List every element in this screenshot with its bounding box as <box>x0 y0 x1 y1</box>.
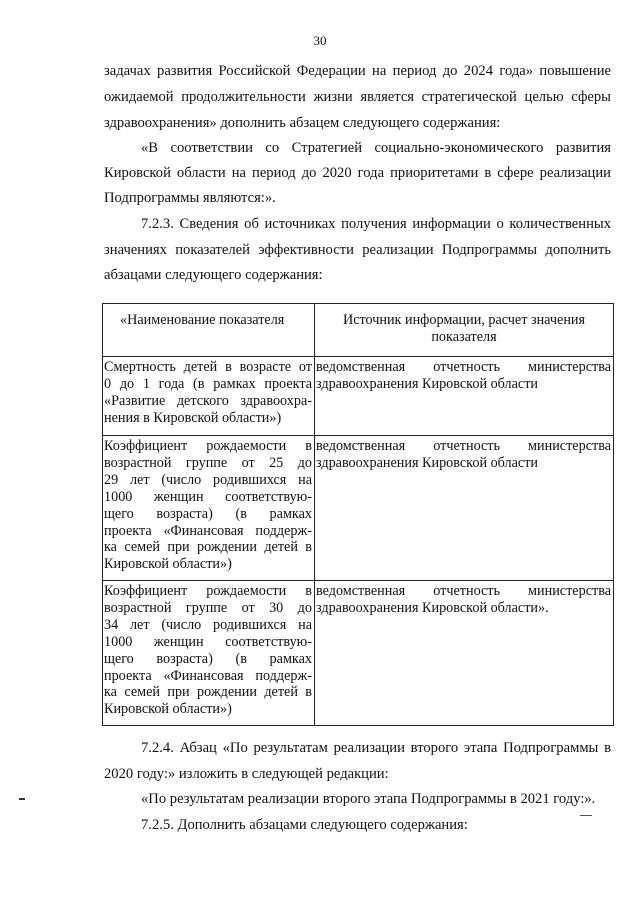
info-source-cell <box>315 357 614 436</box>
cell-line: возрастной группе от 30 до <box>104 599 312 616</box>
cell-line: здравоохранения Кировской области <box>316 454 539 471</box>
table-header-row <box>103 304 614 357</box>
cell-line: ка семей при рождении детей в <box>104 684 312 701</box>
paragraph-line: задачах развития Российской Федерации на период до 2024 года» повышение <box>104 63 611 79</box>
cell-line: проекта «Финансовая поддерж- <box>104 667 312 684</box>
cell-line: 1000 женщин соответствую- <box>104 488 312 505</box>
paragraph-line: 7.2.4. Абзац «По результатам реализации второго этапа Подпрограммы в <box>141 740 611 756</box>
cell-line: проекта «Финансовая поддерж- <box>104 522 312 539</box>
indicator-name-cell <box>103 436 315 581</box>
table-row <box>103 357 614 436</box>
paragraph-line: Подпрограммы являются:». <box>104 190 276 206</box>
cell-line: здравоохранения Кировской области <box>316 375 539 392</box>
cell-line: Коэффициент рождаемости в <box>104 438 312 454</box>
table-row <box>103 436 614 581</box>
scan-mark <box>580 815 592 816</box>
paragraph-line: Кировской области на период до 2020 года приоритетами в сфере реализации <box>104 165 611 181</box>
info-source-cell <box>315 581 614 726</box>
cell-line: ка семей при рождении детей в <box>104 539 312 556</box>
cell-line: Коэффициент рождаемости в <box>104 583 312 599</box>
info-source-cell <box>315 436 614 581</box>
paragraph-line: 2020 году:» изложить в следующей редакции: <box>104 766 389 782</box>
paragraph-line: «В соответствии со Стратегией социально-экономического развития <box>141 140 611 156</box>
cell-line: 1000 женщин соответствую- <box>104 633 312 650</box>
header-indicator-name: «Наименование показателя <box>103 304 315 357</box>
cell-line: 34 лет (число родившихся на <box>104 616 312 633</box>
cell-line: щего возраста) (в рамках <box>104 650 312 667</box>
cell-line: ведомственная отчетность министерства <box>316 438 611 454</box>
indicator-name-cell <box>103 581 315 726</box>
table-row <box>103 581 614 726</box>
paragraph-line: 7.2.3. Сведения об источниках получения информации о количественных <box>141 216 611 232</box>
cell-line: 29 лет (число родившихся на <box>104 471 312 488</box>
paragraph-line: ожидаемой продолжительности жизни является стратегической целью сферы <box>104 89 611 105</box>
cell-line: ведомственная отчетность министерства <box>316 359 611 375</box>
cell-line: ведомственная отчетность министерства <box>316 583 611 599</box>
paragraph-line: 7.2.5. Дополнить абзацами следующего содержания: <box>141 817 468 833</box>
cell-line: здравоохранения Кировской области». <box>316 599 549 616</box>
indicator-name-cell <box>103 357 315 436</box>
cell-line: нения в Кировской области») <box>104 409 282 426</box>
cell-line: Кировской области») <box>104 556 232 573</box>
cell-line: возрастной группе от 25 до <box>104 454 312 471</box>
cell-line: Кировской области») <box>104 701 232 718</box>
cell-line: Смертность детей в возрасте от <box>104 359 312 375</box>
page-number: 30 <box>313 33 327 48</box>
paragraph-line: здравоохранения» дополнить абзацем следующего содержания: <box>104 115 501 131</box>
cell-line: щего возраста) (в рамках <box>104 505 312 522</box>
paragraph-line: абзацами следующего содержания: <box>104 267 323 283</box>
header-info-source: Источник информации, расчет значения показателя <box>315 304 614 357</box>
cell-line: 0 до 1 года (в рамках проекта <box>104 375 312 392</box>
scan-mark <box>19 798 25 800</box>
indicators-table <box>102 303 614 726</box>
paragraph-line: «По результатам реализации второго этапа Подпрограммы в 2021 году:». <box>141 791 596 807</box>
paragraph-line: значениях показателей эффективности реализации Подпрограммы дополнить <box>104 242 611 258</box>
cell-line: «Развитие детского здравоохра- <box>104 392 312 409</box>
